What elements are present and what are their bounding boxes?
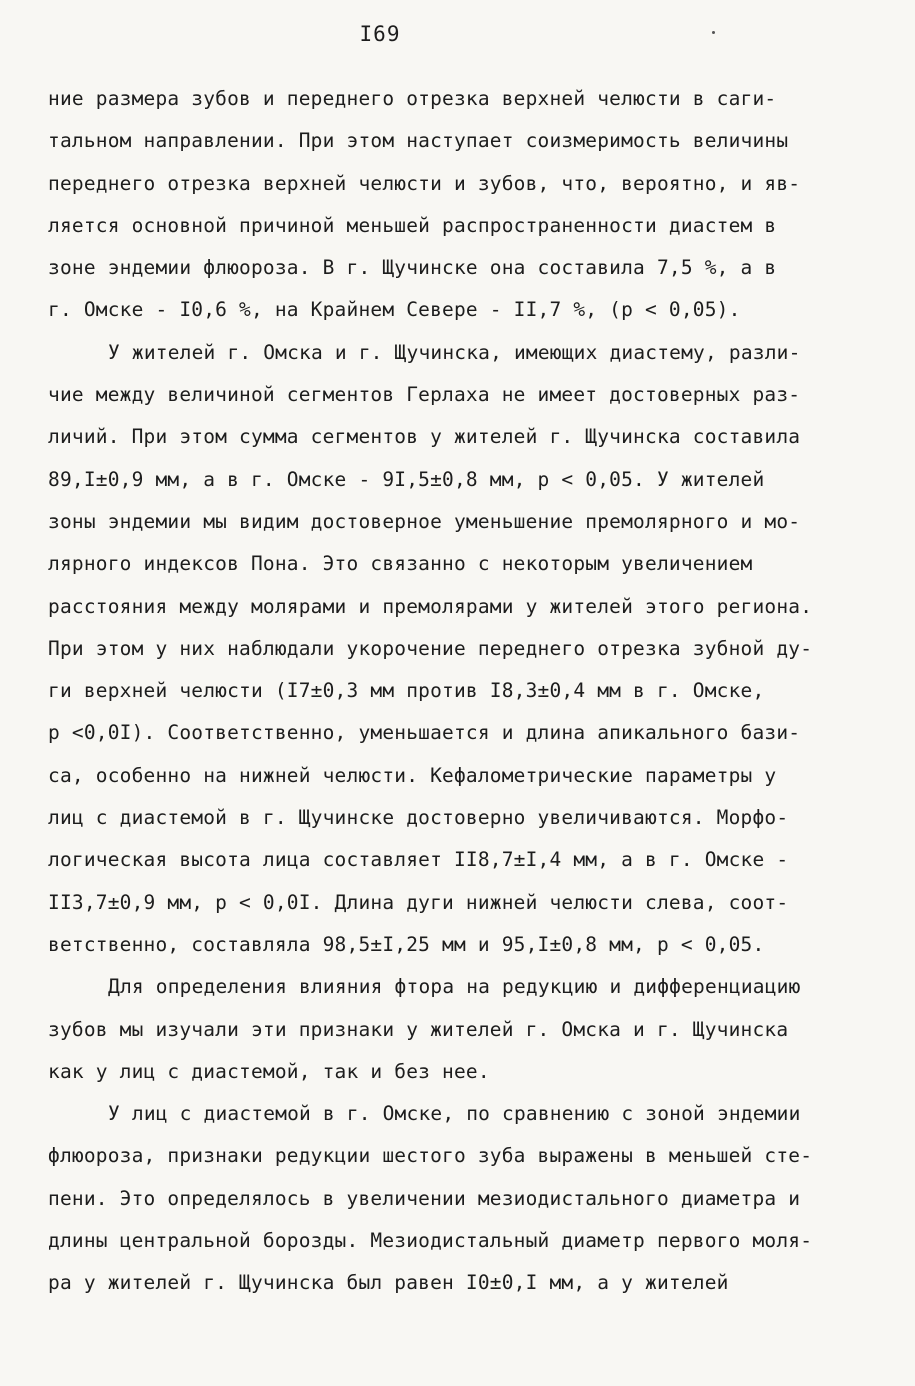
text-line: ра у жителей г. Щучинска был равен I0±0,I мм, а у жителей bbox=[48, 1271, 729, 1295]
text-line: са, особенно на нижней челюсти. Кефалометрические параметры у bbox=[48, 763, 777, 787]
page-number: I69 bbox=[359, 22, 401, 46]
text-line: ветственно, составляла 98,5±I,25 мм и 95,I±0,8 мм, р < 0,05. bbox=[48, 932, 765, 956]
text-line: Для определения влияния фтора на редукцию и дифференциацию bbox=[108, 975, 801, 999]
text-line: 89,I±0,9 мм, а в г. Омске - 9I,5±0,8 мм, р < 0,05. У жителей bbox=[48, 467, 765, 491]
text-line: зоны эндемии мы видим достоверное уменьшение премолярного и мо- bbox=[48, 509, 801, 533]
text-line: длины центральной борозды. Мезиодистальный диаметр первого моля- bbox=[48, 1229, 813, 1253]
text-line: ги верхней челюсти (I7±0,3 мм против I8,3±0,4 мм в г. Омске, bbox=[48, 679, 765, 703]
text-line: г. Омске - I0,6 %, на Крайнем Севере - II,7 %, (р < 0,05). bbox=[48, 298, 741, 322]
text-line: расстояния между молярами и премолярами у жителей этого региона. bbox=[48, 594, 813, 618]
text-line: II3,7±0,9 мм, р < 0,0I. Длина дуги нижней челюсти слева, соот- bbox=[48, 890, 789, 914]
text-line: личий. При этом сумма сегментов у жителей г. Щучинска составила bbox=[48, 425, 801, 449]
text-line: лярного индексов Пона. Это связанно с некоторым увеличением bbox=[48, 552, 753, 576]
text-line: р <0,0I). Соответственно, уменьшается и длина апикального бази- bbox=[48, 721, 801, 745]
text-line: тальном направлении. При этом наступает соизмеримость величины bbox=[48, 129, 789, 153]
text-line: переднего отрезка верхней челюсти и зубов, что, вероятно, и яв- bbox=[48, 171, 801, 195]
body-text bbox=[48, 78, 878, 1305]
text-line: У лиц с диастемой в г. Омске, по сравнению с зоной эндемии bbox=[108, 1102, 801, 1126]
text-line: флюороза, признаки редукции шестого зуба выражены в меньшей сте- bbox=[48, 1144, 813, 1168]
text-line: как у лиц с диастемой, так и без нее. bbox=[48, 1059, 490, 1083]
text-line: зоне эндемии флюороза. В г. Щучинске она составила 7,5 %, а в bbox=[48, 256, 777, 280]
text-line: зубов мы изучали эти признаки у жителей г. Омска и г. Щучинска bbox=[48, 1017, 789, 1041]
text-line: ние размера зубов и переднего отрезка верхней челюсти в саги- bbox=[48, 87, 777, 110]
text-line: лиц с диастемой в г. Щучинске достоверно увеличиваются. Морфо- bbox=[48, 806, 789, 830]
text-line: ляется основной причиной меньшей распространенности диастем в bbox=[48, 213, 777, 237]
text-line: У жителей г. Омска и г. Щучинска, имеющих диастему, разли- bbox=[108, 340, 801, 364]
text-line: пени. Это определялось в увеличении мезиодистального диаметра и bbox=[48, 1186, 801, 1210]
text-line: При этом у них наблюдали укорочение переднего отрезка зубной ду- bbox=[48, 636, 813, 660]
text-line: логическая высота лица составляет II8,7±I,4 мм, а в г. Омске - bbox=[48, 848, 789, 872]
text-line: чие между величиной сегментов Герлаха не имеет достоверных раз- bbox=[48, 383, 801, 407]
